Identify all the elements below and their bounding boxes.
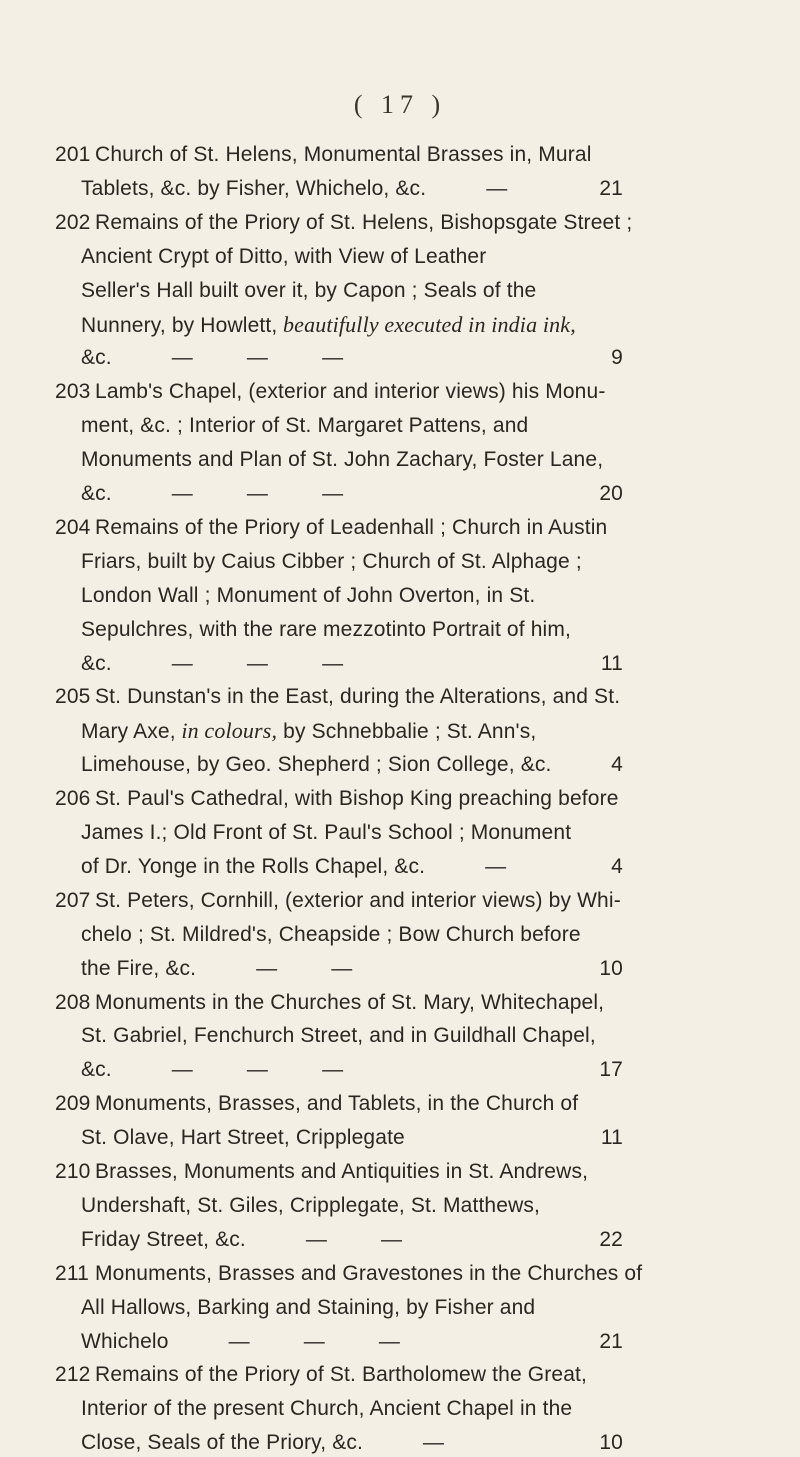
entry-line bbox=[81, 750, 623, 779]
lot-number: 204 bbox=[55, 515, 91, 539]
entry-line bbox=[81, 1327, 623, 1356]
price: 21 bbox=[599, 176, 623, 200]
entry-text: St. Olave, Hart Street, Cripplegate bbox=[81, 1126, 405, 1150]
entry-text: Monuments, Brasses and Gravestones in the Churches of bbox=[95, 1261, 643, 1285]
lot-number: 201 bbox=[55, 143, 91, 166]
entry-text: &c. bbox=[81, 346, 112, 370]
entry-line bbox=[81, 581, 535, 610]
price: 20 bbox=[599, 482, 623, 505]
price: 11 bbox=[600, 1126, 623, 1150]
entry-line bbox=[55, 682, 620, 711]
dash-leader: — — — bbox=[171, 651, 344, 675]
entry-text: Friars, built by Caius Cibber ; Church of St. Alphage ; bbox=[81, 549, 582, 573]
entry-text: St. Paul's Cathedral, with Bishop King preaching before bbox=[95, 787, 619, 811]
entry-line bbox=[81, 852, 623, 881]
lot-number: 203 bbox=[55, 380, 91, 404]
entry-line bbox=[81, 818, 571, 847]
entry-text: Limehouse, by Geo. Shepherd ; Sion College, &c. bbox=[81, 753, 552, 777]
price: 17 bbox=[599, 1058, 623, 1082]
lot-number: 211 bbox=[55, 1261, 89, 1285]
entry-line bbox=[81, 1293, 535, 1322]
entry-line bbox=[81, 445, 603, 474]
entry-text: the Fire, &c. bbox=[81, 956, 197, 980]
entry-line bbox=[55, 1157, 588, 1186]
entry-text: by Schnebbalie ; St. Ann's, bbox=[277, 720, 537, 744]
entry-line bbox=[81, 1225, 623, 1254]
entry-line bbox=[81, 1394, 572, 1423]
entry-line bbox=[81, 242, 486, 271]
entry-line bbox=[81, 310, 576, 340]
entry-line bbox=[81, 920, 581, 949]
entry-line bbox=[81, 547, 582, 576]
entry-text: Monuments in the Churches of St. Mary, Whitechapel, bbox=[95, 990, 605, 1014]
entry-line bbox=[81, 343, 623, 372]
lot-number: 212 bbox=[55, 1363, 91, 1387]
entry-text: Whichelo bbox=[81, 1329, 169, 1353]
entry-line bbox=[55, 784, 619, 813]
entry-line bbox=[55, 140, 592, 169]
price: 4 bbox=[611, 753, 623, 777]
entry-text: &c. bbox=[81, 1058, 112, 1082]
entry-text: All Hallows, Barking and Staining, by Fisher and bbox=[81, 1295, 536, 1319]
dash-leader: — bbox=[485, 854, 507, 878]
italic-note: beautifully executed in india ink, bbox=[277, 311, 576, 337]
entry-line bbox=[55, 1360, 587, 1389]
lot-number: 208 bbox=[55, 990, 91, 1014]
entry-line bbox=[81, 1428, 623, 1457]
entry-text: St. Peters, Cornhill, (exterior and interior views) by Whi- bbox=[95, 888, 621, 912]
entry-text: London Wall ; Monument of John Overton, in St. bbox=[81, 583, 536, 607]
entry-text: chelo ; St. Mildred's, Cheapside ; Bow Church before bbox=[81, 922, 581, 946]
price: 11 bbox=[600, 651, 623, 675]
dash-leader: — — — bbox=[228, 1329, 400, 1353]
entry-text: Sepulchres, with the rare mezzotinto Portrait of him, bbox=[81, 617, 571, 641]
price: 10 bbox=[599, 1431, 623, 1455]
italic-note: in colours, bbox=[175, 718, 278, 744]
entry-line bbox=[81, 1021, 596, 1050]
page-number: ( 17 ) bbox=[353, 90, 447, 119]
dash-leader: — — — bbox=[171, 346, 344, 370]
entry-text: Church of St. Helens, Monumental Brasses in, Mural bbox=[95, 143, 592, 166]
dash-leader: — — — bbox=[171, 482, 344, 505]
entry-text: Nunnery, by Howlett, bbox=[81, 313, 278, 337]
entry-line bbox=[55, 988, 604, 1017]
dash-leader: — — bbox=[305, 1227, 403, 1251]
price: 10 bbox=[599, 956, 623, 980]
dash-leader: — — bbox=[256, 956, 353, 980]
entry-text: Ancient Crypt of Ditto, with View of Leather bbox=[81, 244, 487, 268]
price: 22 bbox=[599, 1227, 623, 1251]
price: 4 bbox=[611, 854, 623, 878]
entry-text: St. Dunstan's in the East, during the Alterations, and St. bbox=[95, 685, 621, 709]
entry-line bbox=[55, 513, 607, 542]
entry-text: Monuments, Brasses, and Tablets, in the Church of bbox=[95, 1092, 579, 1116]
entry-line bbox=[81, 1055, 623, 1084]
entry-line bbox=[81, 174, 623, 203]
entry-line bbox=[81, 649, 623, 678]
entry-text: Remains of the Priory of St. Bartholomew the Great, bbox=[95, 1363, 588, 1387]
dash-leader: — — — bbox=[171, 1058, 344, 1082]
entry-line bbox=[81, 276, 536, 305]
entry-line bbox=[55, 377, 605, 406]
entry-line bbox=[81, 1123, 623, 1152]
entry-text: Friday Street, &c. bbox=[81, 1227, 246, 1251]
price: 9 bbox=[611, 346, 623, 370]
entry-line bbox=[55, 1259, 642, 1288]
dash-leader: — bbox=[423, 1431, 445, 1455]
price: 21 bbox=[599, 1329, 623, 1353]
entry-text: Brasses, Monuments and Antiquities in St. Andrews, bbox=[95, 1160, 589, 1183]
entry-line bbox=[81, 1191, 540, 1220]
entry-text: Remains of the Priory of St. Helens, Bishopsgate Street ; bbox=[95, 210, 633, 234]
entry-text: Mary Axe, bbox=[81, 720, 176, 744]
entry-line bbox=[81, 954, 623, 983]
entry-text: Close, Seals of the Priory, &c. bbox=[81, 1431, 364, 1455]
entry-text: Tablets, &c. by Fisher, Whichelo, &c. bbox=[81, 176, 427, 200]
lot-number: 209 bbox=[55, 1092, 91, 1116]
entry-line bbox=[55, 886, 621, 915]
entry-text: of Dr. Yonge in the Rolls Chapel, &c. bbox=[81, 854, 426, 878]
entry-text: Seller's Hall built over it, by Capon ; Seals of the bbox=[81, 278, 537, 302]
entry-text: James I.; Old Front of St. Paul's School ; Monument bbox=[81, 821, 572, 844]
entry-line bbox=[81, 411, 528, 440]
lot-number: 202 bbox=[55, 210, 91, 234]
entry-text: Lamb's Chapel, (exterior and interior views) his Monu- bbox=[95, 380, 606, 404]
lot-number: 206 bbox=[55, 787, 91, 811]
entry-text: Undershaft, St. Giles, Cripplegate, St. Matthews, bbox=[81, 1193, 541, 1217]
entry-text: ment, &c. ; Interior of St. Margaret Pattens, and bbox=[81, 414, 529, 438]
entry-text: &c. bbox=[81, 482, 112, 505]
lot-number: 205 bbox=[55, 685, 91, 709]
entry-line bbox=[81, 716, 536, 746]
entry-line bbox=[55, 208, 632, 237]
entry-line bbox=[81, 479, 623, 508]
entry-text: Monuments and Plan of St. John Zachary, Foster Lane, bbox=[81, 448, 604, 472]
entry-text: St. Gabriel, Fenchurch Street, and in Guildhall Chapel, bbox=[81, 1024, 596, 1048]
entry-text: Interior of the present Church, Ancient Chapel in the bbox=[81, 1397, 573, 1421]
entry-line bbox=[81, 615, 571, 644]
entry-text: &c. bbox=[81, 651, 112, 675]
lot-number: 207 bbox=[55, 888, 91, 912]
entry-text: Remains of the Priory of Leadenhall ; Church in Austin bbox=[95, 515, 608, 539]
dash-leader: — bbox=[486, 176, 508, 200]
entry-line bbox=[55, 1089, 578, 1118]
lot-number: 210 bbox=[55, 1160, 91, 1183]
